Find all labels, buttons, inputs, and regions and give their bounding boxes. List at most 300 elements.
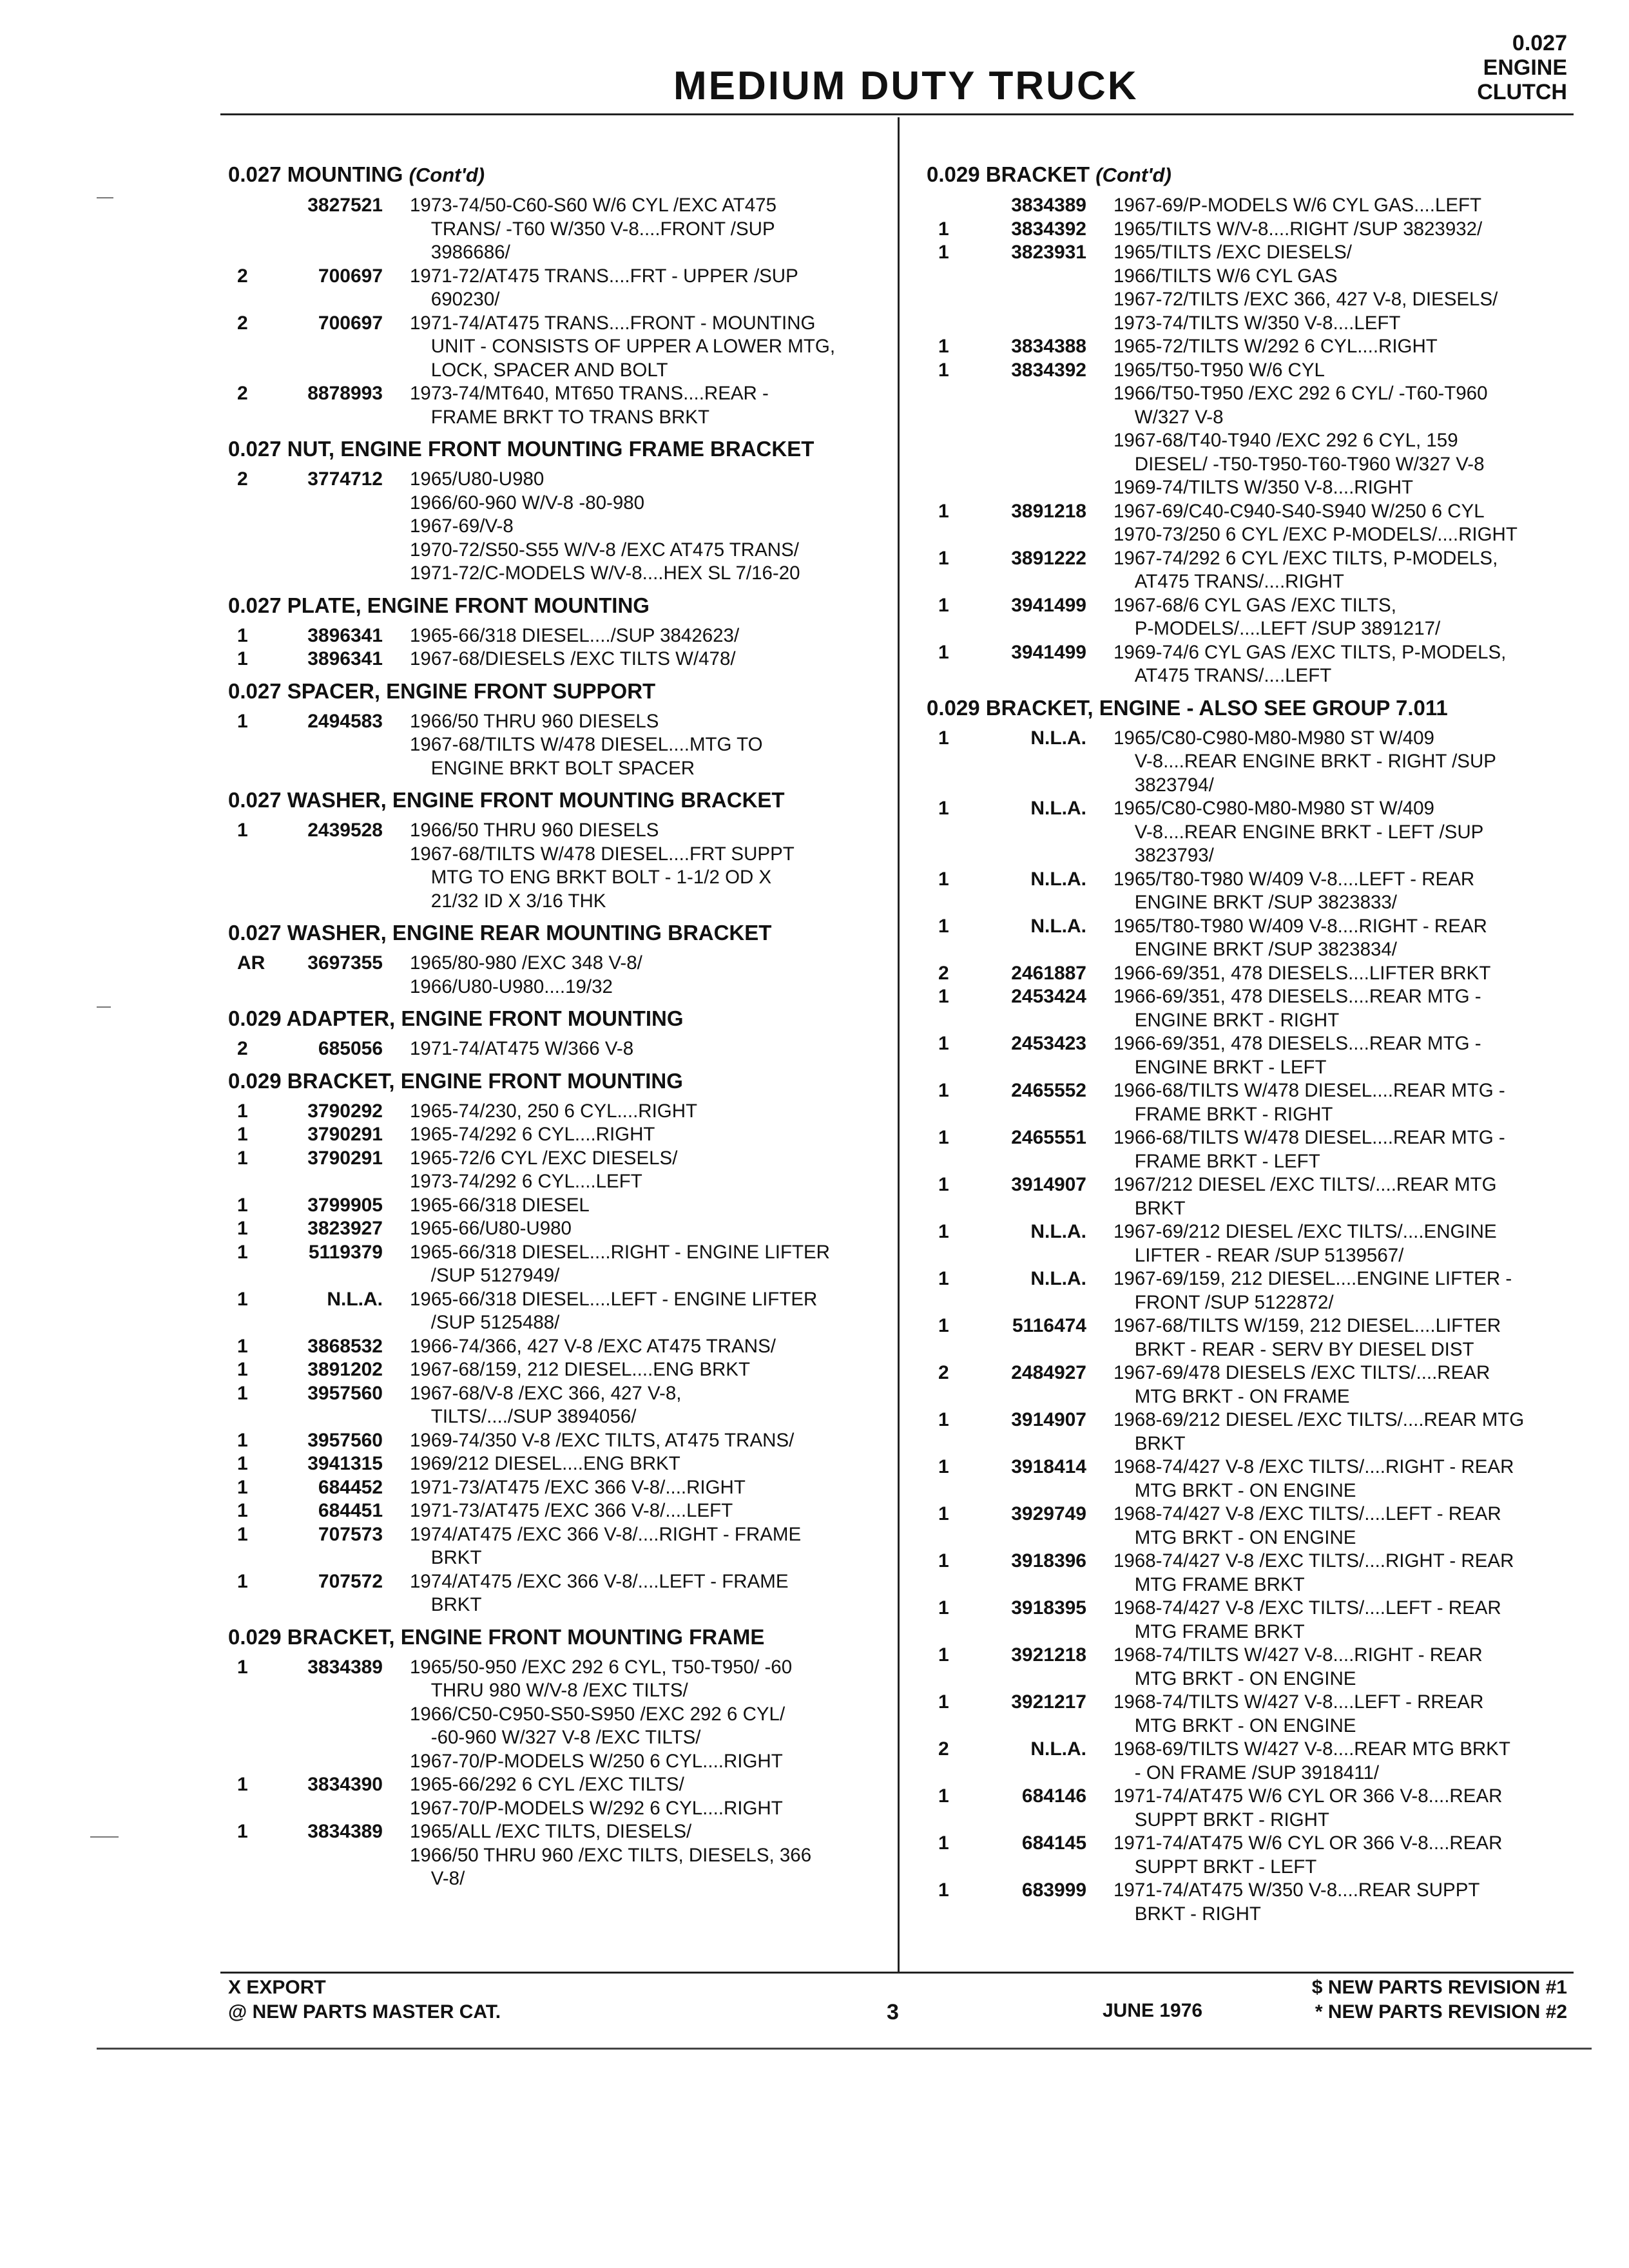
parts-section (927, 696, 1571, 1927)
part-number: 700697 (318, 265, 383, 287)
legend-export: X EXPORT (228, 1977, 326, 1998)
part-number: N.L.A. (1030, 1268, 1086, 1289)
section-heading-text: 0.029 BRACKET, ENGINE FRONT MOUNTING FRAME (228, 1624, 765, 1649)
part-entry (927, 241, 1571, 335)
part-quantity: 2 (237, 1038, 248, 1059)
section-heading-text: 0.027 SPACER, ENGINE FRONT SUPPORT (228, 678, 656, 703)
part-quantity: 1 (237, 1570, 248, 1592)
part-entry (228, 1570, 879, 1617)
part-quantity: 1 (938, 1503, 949, 1524)
part-quantity: 1 (938, 1268, 949, 1289)
part-description: 1965/U80-U980 1966/60-960 W/V-8 -80-980 1967-69/V-8 1970-72/S50-S55 W/V-8 /EXC AT475 TRANS/ 1971-72/C-MODELS W/V-8....HEX SL 7/16-20 (410, 468, 800, 584)
footer-legend (228, 1975, 501, 2024)
part-number: 3891222 (1011, 547, 1086, 569)
part-quantity: 1 (938, 1879, 949, 1901)
part-number: 685056 (318, 1038, 383, 1059)
part-entry (927, 500, 1571, 547)
part-number: 3697355 (307, 952, 383, 974)
part-number: N.L.A. (1030, 868, 1086, 890)
part-number: 3891218 (1011, 500, 1086, 522)
part-description: 1966-69/351, 478 DIESELS....REAR MTG - ENGINE BRKT - RIGHT (1113, 986, 1481, 1031)
part-description: 1966/50 THRU 960 DIESELS 1967-68/TILTS W/478 DIESEL....FRT SUPPT MTG TO ENG BRKT BOLT - 1-1/2 OD X 21/32 ID X 3/16 THK (410, 820, 795, 912)
part-quantity: 1 (938, 1597, 949, 1619)
part-description: 1967-69/159, 212 DIESEL....ENGINE LIFTER - FRONT /SUP 5122872/ (1113, 1268, 1512, 1313)
part-quantity: 1 (938, 242, 949, 263)
part-entry (228, 1523, 879, 1570)
part-number: 2465551 (1011, 1127, 1086, 1148)
part-number: 684146 (1021, 1785, 1086, 1807)
section-heading-text: 0.027 WASHER, ENGINE FRONT MOUNTING BRACKET (228, 788, 785, 812)
part-description: 1966-74/366, 427 V-8 /EXC AT475 TRANS/ (410, 1335, 776, 1357)
part-number: 3834388 (1011, 336, 1086, 357)
section-heading-text: 0.027 PLATE, ENGINE FRONT MOUNTING (228, 593, 650, 617)
part-number: 3834392 (1011, 359, 1086, 381)
part-number: 3823931 (1011, 242, 1086, 263)
part-description: 1967-68/TILTS W/159, 212 DIESEL....LIFTER BRKT - REAR - SERV BY DIESEL DIST (1113, 1315, 1501, 1360)
part-quantity: 1 (938, 1174, 949, 1195)
part-description: 1965-72/TILTS W/292 6 CYL....RIGHT (1113, 336, 1438, 357)
part-number: 3914907 (1011, 1174, 1086, 1195)
part-quantity: 1 (237, 1147, 248, 1169)
part-entry (228, 1217, 879, 1241)
part-entry (228, 1476, 879, 1500)
part-description: 1967-69/478 DIESELS /EXC TILTS/....REAR MTG BRKT - ON FRAME (1113, 1362, 1490, 1407)
part-description: 1966-68/TILTS W/478 DIESEL....REAR MTG - FRAME BRKT - LEFT (1113, 1127, 1505, 1172)
section-heading (228, 1069, 879, 1093)
part-description: 1967-68/DIESELS /EXC TILTS W/478/ (410, 648, 736, 669)
part-description: 1965-66/318 DIESEL....RIGHT - ENGINE LIFTER /SUP 5127949/ (410, 1241, 830, 1286)
part-entry (927, 1879, 1571, 1926)
part-entry (927, 1126, 1571, 1173)
part-entry (228, 648, 879, 671)
part-quantity: 1 (237, 1821, 248, 1842)
part-description: 1973-74/50-C60-S60 W/6 CYL /EXC AT475 TRANS/ -T60 W/350 V-8....FRONT /SUP 3986686/ (410, 195, 776, 263)
part-number: 3896341 (307, 624, 383, 646)
part-description: 1965-72/6 CYL /EXC DIESELS/ 1973-74/292 6 CYL....LEFT (410, 1147, 678, 1192)
revision-2: * NEW PARTS REVISION #2 (1315, 2001, 1567, 2023)
part-entry (228, 1147, 879, 1194)
part-entry (927, 1738, 1571, 1785)
part-entry (927, 1361, 1571, 1408)
parts-section (228, 1625, 879, 1891)
section-heading-text: 0.029 BRACKET, ENGINE FRONT MOUNTING (228, 1068, 683, 1093)
part-description: 1971-73/AT475 /EXC 366 V-8/....RIGHT (410, 1476, 746, 1498)
part-entry (228, 1358, 879, 1382)
part-quantity: 1 (938, 1127, 949, 1148)
part-quantity: 1 (938, 1644, 949, 1666)
part-description: 1968-74/TILTS W/427 V-8....LEFT - RREAR MTG BRKT - ON ENGINE (1113, 1691, 1484, 1736)
legend-master-catalog: @ NEW PARTS MASTER CAT. (228, 2001, 501, 2023)
part-quantity: 1 (938, 868, 949, 890)
parts-section (228, 921, 879, 999)
part-number: 3834390 (307, 1774, 383, 1795)
part-number: N.L.A. (1030, 1221, 1086, 1242)
part-quantity: 1 (237, 1476, 248, 1498)
part-quantity: 2 (938, 1362, 949, 1383)
part-description: 1965-74/292 6 CYL....RIGHT (410, 1124, 655, 1145)
part-entry (927, 797, 1571, 868)
part-quantity: 1 (938, 594, 949, 616)
part-entry (927, 1691, 1571, 1738)
part-number: 684452 (318, 1476, 383, 1498)
part-entry (228, 1382, 879, 1429)
part-description: 1968-69/TILTS W/427 V-8....REAR MTG BRKT - ON FRAME /SUP 3918411/ (1113, 1738, 1510, 1783)
part-number: 3957560 (307, 1429, 383, 1451)
part-entry (228, 1499, 879, 1523)
part-entry (228, 624, 879, 648)
part-description: 1968-74/427 V-8 /EXC TILTS/....RIGHT - REAR MTG FRAME BRKT (1113, 1550, 1514, 1595)
part-entry (228, 819, 879, 913)
section-heading (228, 437, 879, 461)
part-description: 1969/212 DIESEL....ENG BRKT (410, 1453, 680, 1474)
part-quantity: 1 (938, 641, 949, 663)
part-description: 1967/212 DIESEL /EXC TILTS/....REAR MTG BRKT (1113, 1174, 1497, 1219)
part-quantity: 1 (237, 1500, 248, 1521)
part-entry (927, 1032, 1571, 1079)
part-description: 1971-74/AT475 W/366 V-8 (410, 1038, 634, 1059)
part-number: N.L.A. (1030, 798, 1086, 819)
part-description: 1965/TILTS /EXC DIESELS/ 1966/TILTS W/6 CYL GAS 1967-72/TILTS /EXC 366, 427 V-8, DIESELS/ 1973-74/TILTS W/350 V-8....LEFT (1113, 242, 1498, 334)
part-entry (927, 594, 1571, 641)
part-entry (228, 382, 879, 429)
part-quantity: 2 (938, 1738, 949, 1760)
part-quantity: 1 (237, 820, 248, 841)
part-entry (927, 194, 1571, 218)
part-number: 707572 (318, 1570, 383, 1592)
part-number: 3827521 (307, 195, 383, 216)
header-rule (220, 113, 1574, 115)
part-entry (927, 359, 1571, 500)
part-quantity: 1 (938, 218, 949, 240)
part-quantity: 2 (938, 962, 949, 984)
part-number: 707573 (318, 1523, 383, 1545)
section-heading-text: 0.027 NUT, ENGINE FRONT MOUNTING FRAME BRACKET (228, 437, 815, 461)
part-entry (228, 1820, 879, 1891)
part-quantity: 1 (938, 1315, 949, 1336)
part-entry (927, 962, 1571, 986)
part-description: 1968-74/427 V-8 /EXC TILTS/....RIGHT - REAR MTG BRKT - ON ENGINE (1113, 1456, 1514, 1501)
part-quantity: 1 (237, 1124, 248, 1145)
part-entry (927, 1408, 1571, 1456)
part-number: 3823927 (307, 1218, 383, 1239)
part-number: 3790291 (307, 1124, 383, 1145)
part-number: 2461887 (1011, 962, 1086, 984)
part-quantity: 1 (237, 1429, 248, 1451)
part-number: 3790291 (307, 1147, 383, 1169)
part-description: 1966-69/351, 478 DIESELS....REAR MTG - ENGINE BRKT - LEFT (1113, 1033, 1481, 1078)
part-quantity: 1 (237, 1100, 248, 1122)
part-description: 1971-72/AT475 TRANS....FRT - UPPER /SUP 690230/ (410, 265, 798, 310)
part-entry (228, 1656, 879, 1774)
part-description: 1974/AT475 /EXC 366 V-8/....LEFT - FRAME BRKT (410, 1570, 789, 1615)
part-quantity: 1 (938, 1409, 949, 1430)
section-heading (228, 162, 879, 187)
part-description: 1968-69/212 DIESEL /EXC TILTS/....REAR MTG BRKT (1113, 1409, 1525, 1454)
part-quantity: 1 (237, 1453, 248, 1474)
part-description: 1968-74/TILTS W/427 V-8....RIGHT - REAR MTG BRKT - ON ENGINE (1113, 1644, 1483, 1689)
part-description: 1965/T80-T980 W/409 V-8....RIGHT - REAR ENGINE BRKT /SUP 3823834/ (1113, 915, 1487, 960)
part-quantity: 1 (237, 624, 248, 646)
part-description: 1966/50 THRU 960 DIESELS 1967-68/TILTS W/478 DIESEL....MTG TO ENGINE BRKT BOLT SPACER (410, 710, 763, 779)
part-entry (927, 335, 1571, 359)
part-quantity: 1 (237, 1382, 248, 1404)
part-description: 1967-69/212 DIESEL /EXC TILTS/....ENGINE LIFTER - REAR /SUP 5139567/ (1113, 1221, 1497, 1266)
part-description: 1973-74/MT640, MT650 TRANS....REAR - FRAME BRKT TO TRANS BRKT (410, 383, 769, 428)
part-number: N.L.A. (1030, 1738, 1086, 1760)
section-heading-text: 0.029 BRACKET, ENGINE - ALSO SEE GROUP 7.011 (927, 695, 1448, 720)
part-quantity: 2 (237, 383, 248, 404)
section-heading (228, 679, 879, 704)
part-description: 1965/C80-C980-M80-M980 ST W/409 V-8....REAR ENGINE BRKT - RIGHT /SUP 3823794/ (1113, 727, 1496, 796)
part-description: 1968-74/427 V-8 /EXC TILTS/....LEFT - REAR MTG FRAME BRKT (1113, 1597, 1501, 1642)
part-entry (927, 1314, 1571, 1361)
part-entry (927, 547, 1571, 594)
part-entry (228, 1194, 879, 1218)
part-number: N.L.A. (327, 1288, 383, 1310)
part-number: 3929749 (1011, 1503, 1086, 1524)
part-number: 2453424 (1011, 986, 1086, 1007)
part-number: 3790292 (307, 1100, 383, 1122)
part-description: 1969-74/6 CYL GAS /EXC TILTS, P-MODELS, AT475 TRANS/....LEFT (1113, 641, 1507, 686)
part-description: 1969-74/350 V-8 /EXC TILTS, AT475 TRANS/ (410, 1429, 795, 1451)
part-quantity: 1 (938, 986, 949, 1007)
part-quantity: 1 (237, 1241, 248, 1263)
part-description: 1965/TILTS W/V-8....RIGHT /SUP 3823932/ (1113, 218, 1483, 240)
part-description: 1967-69/P-MODELS W/6 CYL GAS....LEFT (1113, 195, 1482, 216)
part-number: 3834389 (307, 1656, 383, 1678)
section-heading (228, 1625, 879, 1649)
part-description: 1967-68/V-8 /EXC 366, 427 V-8, TILTS/..../SUP 3894056/ (410, 1382, 682, 1427)
part-entry (927, 1597, 1571, 1644)
part-description: 1965/ALL /EXC TILTS, DIESELS/ 1966/50 THRU 960 /EXC TILTS, DIESELS, 366 V-8/ (410, 1821, 812, 1889)
part-quantity: 1 (938, 1832, 949, 1854)
part-quantity: 1 (938, 1221, 949, 1242)
part-entry (228, 1037, 879, 1061)
page-number: 3 (887, 2000, 899, 2024)
part-entry (927, 1456, 1571, 1503)
part-entry (927, 1550, 1571, 1597)
part-number: 684145 (1021, 1832, 1086, 1854)
part-number: 5119379 (308, 1241, 383, 1263)
section-category: ENGINE (1483, 55, 1567, 80)
part-quantity: 1 (938, 336, 949, 357)
section-heading-text: 0.029 BRACKET (927, 162, 1090, 186)
part-entry (228, 265, 879, 312)
part-entry (228, 710, 879, 781)
part-description: 1971-74/AT475 W/350 V-8....REAR SUPPT BRKT - RIGHT (1113, 1879, 1480, 1925)
part-description: 1965/50-950 /EXC 292 6 CYL, T50-T950/ -60 THRU 980 W/V-8 /EXC TILTS/ 1966/C50-C950-S50-S950 /EXC 292 6 CYL/ -60-960 W/327 V-8 /EXC TILTS/ 1967-70/P-MODELS W/250 6 CYL....RIGHT (410, 1656, 793, 1772)
part-quantity: AR (237, 952, 265, 974)
right-column (927, 155, 1571, 1926)
part-description: 1967-74/292 6 CYL /EXC TILTS, P-MODELS, AT475 TRANS/....RIGHT (1113, 547, 1498, 592)
part-entry (927, 641, 1571, 688)
part-description: 1965/T50-T950 W/6 CYL 1966/T50-T950 /EXC 292 6 CYL/ -T60-T960 W/327 V-8 1967-68/T40-T940 /EXC 292 6 CYL, 159 DIESEL/ -T50-T950-T60-T960 W/327 V-8 1969-74/TILTS W/350 V-8....RIGHT (1113, 359, 1488, 498)
part-number: 3957560 (307, 1382, 383, 1404)
left-column (228, 155, 879, 1891)
margin-mark (97, 197, 113, 198)
part-entry (927, 915, 1571, 962)
part-quantity: 1 (938, 547, 949, 569)
section-heading-note: (Cont'd) (1095, 164, 1171, 186)
part-number: 3896341 (307, 648, 383, 669)
part-number: 3918396 (1011, 1550, 1086, 1571)
part-entry (228, 194, 879, 265)
part-description: 1967-68/6 CYL GAS /EXC TILTS, P-MODELS/....LEFT /SUP 3891217/ (1113, 594, 1441, 639)
footer-rule (220, 1972, 1574, 1974)
part-number: 2439528 (307, 820, 383, 841)
parts-section (228, 593, 879, 671)
part-quantity: 2 (237, 468, 248, 490)
parts-section (228, 679, 879, 781)
part-quantity: 1 (938, 359, 949, 381)
part-number: 3918414 (1011, 1456, 1086, 1477)
part-number: 5116474 (1012, 1315, 1086, 1336)
part-entry (927, 1503, 1571, 1550)
part-quantity: 1 (237, 710, 248, 732)
part-entry (927, 1832, 1571, 1879)
part-description: 1966-68/TILTS W/478 DIESEL....REAR MTG - FRAME BRKT - RIGHT (1113, 1080, 1505, 1125)
section-code-block (1477, 31, 1567, 104)
part-entry (927, 985, 1571, 1032)
part-quantity: 1 (237, 1656, 248, 1678)
section-heading-text: 0.027 MOUNTING (228, 162, 403, 186)
page-title: MEDIUM DUTY TRUCK (673, 64, 1139, 108)
part-entry (927, 1644, 1571, 1691)
part-number: 3941499 (1011, 641, 1086, 663)
part-number: 684451 (318, 1500, 383, 1521)
section-heading (927, 162, 1571, 187)
part-number: 3918395 (1011, 1597, 1086, 1619)
part-description: 1966-69/351, 478 DIESELS....LIFTER BRKT (1113, 962, 1491, 984)
parts-section (228, 162, 879, 429)
part-description: 1965-66/318 DIESEL....LEFT - ENGINE LIFTER /SUP 5125488/ (410, 1288, 818, 1333)
margin-mark (97, 1006, 111, 1008)
part-number: 2494583 (307, 710, 383, 732)
part-description: 1968-74/427 V-8 /EXC TILTS/....LEFT - REAR MTG BRKT - ON ENGINE (1113, 1503, 1501, 1548)
part-number: 3834392 (1011, 218, 1086, 240)
part-number: 683999 (1021, 1879, 1086, 1901)
part-entry (927, 1785, 1571, 1832)
part-quantity: 1 (938, 915, 949, 937)
part-quantity: 1 (938, 1691, 949, 1713)
section-heading-note: (Cont'd) (409, 164, 485, 186)
part-description: 1965-66/318 DIESEL (410, 1194, 590, 1216)
part-quantity: 1 (938, 1080, 949, 1101)
section-heading (927, 696, 1571, 720)
part-number: 3774712 (307, 468, 383, 490)
part-quantity: 1 (237, 1218, 248, 1239)
part-entry (927, 1220, 1571, 1267)
part-number: 3921217 (1011, 1691, 1086, 1713)
part-quantity: 1 (237, 1335, 248, 1357)
part-quantity: 1 (938, 798, 949, 819)
part-number: N.L.A. (1030, 727, 1086, 749)
part-quantity: 1 (938, 500, 949, 522)
section-heading (228, 788, 879, 812)
column-divider (898, 117, 900, 1973)
part-quantity: 1 (938, 1033, 949, 1054)
part-number: 3941499 (1011, 594, 1086, 616)
part-description: 1971-74/AT475 W/6 CYL OR 366 V-8....REAR SUPPT BRKT - RIGHT (1113, 1785, 1503, 1831)
part-number: 3868532 (307, 1335, 383, 1357)
part-description: 1965-66/U80-U980 (410, 1218, 572, 1239)
section-heading-text: 0.027 WASHER, ENGINE REAR MOUNTING BRACKET (228, 921, 772, 945)
parts-section (228, 437, 879, 586)
section-heading (228, 921, 879, 945)
part-number: N.L.A. (1030, 915, 1086, 937)
part-quantity: 1 (237, 1194, 248, 1216)
part-quantity: 1 (237, 1359, 248, 1380)
part-entry (228, 468, 879, 586)
part-description: 1971-73/AT475 /EXC 366 V-8/....LEFT (410, 1500, 733, 1521)
part-number: 3834389 (307, 1821, 383, 1842)
part-quantity: 1 (237, 1774, 248, 1795)
part-quantity: 1 (237, 1523, 248, 1545)
parts-section (927, 162, 1571, 688)
part-number: 3914907 (1011, 1409, 1086, 1430)
part-quantity: 1 (938, 727, 949, 749)
part-description: 1967-68/159, 212 DIESEL....ENG BRKT (410, 1359, 751, 1380)
part-entry (228, 312, 879, 383)
part-entry (927, 1079, 1571, 1126)
part-entry (228, 1335, 879, 1359)
part-entry (927, 1267, 1571, 1314)
part-entry (927, 1173, 1571, 1220)
parts-section (228, 1006, 879, 1061)
footer-revisions (1312, 1975, 1567, 2024)
part-entry (228, 1288, 879, 1335)
part-number: 2465552 (1011, 1080, 1086, 1101)
part-description: 1965-74/230, 250 6 CYL....RIGHT (410, 1100, 698, 1122)
section-heading (228, 1006, 879, 1031)
margin-mark (90, 1836, 119, 1838)
revision-1: $ NEW PARTS REVISION #1 (1311, 1977, 1567, 1998)
part-quantity: 2 (237, 265, 248, 287)
part-entry (927, 218, 1571, 242)
part-number: 3799905 (307, 1194, 383, 1216)
part-quantity: 1 (938, 1785, 949, 1807)
part-description: 1965/80-980 /EXC 348 V-8/ 1966/U80-U980....19/32 (410, 952, 642, 997)
part-quantity: 1 (237, 1288, 248, 1310)
part-description: 1965/C80-C980-M80-M980 ST W/409 V-8....REAR ENGINE BRKT - LEFT /SUP 3823793/ (1113, 798, 1484, 866)
part-description: 1965-66/292 6 CYL /EXC TILTS/ 1967-70/P-MODELS W/292 6 CYL....RIGHT (410, 1774, 783, 1819)
part-description: 1965-66/318 DIESEL..../SUP 3842623/ (410, 624, 740, 646)
part-number: 2484927 (1011, 1362, 1086, 1383)
part-description: 1971-74/AT475 TRANS....FRONT - MOUNTING UNIT - CONSISTS OF UPPER A LOWER MTG, LOCK, SPACER AND BOLT (410, 312, 836, 381)
part-number: 2453423 (1011, 1033, 1086, 1054)
section-heading-text: 0.029 ADAPTER, ENGINE FRONT MOUNTING (228, 1006, 684, 1030)
page-header (0, 0, 1629, 129)
part-number: 3921218 (1011, 1644, 1086, 1666)
footer-date: JUNE 1976 (1103, 2000, 1203, 2021)
part-description: 1965/T80-T980 W/409 V-8....LEFT - REAR ENGINE BRKT /SUP 3823833/ (1113, 868, 1475, 913)
part-number: 8878993 (307, 383, 383, 404)
part-entry (228, 1241, 879, 1288)
part-quantity: 2 (237, 312, 248, 334)
parts-section (228, 788, 879, 913)
bottom-rule (97, 2048, 1592, 2050)
part-entry (228, 1773, 879, 1820)
part-description: 1971-74/AT475 W/6 CYL OR 366 V-8....REAR SUPPT BRKT - LEFT (1113, 1832, 1503, 1878)
part-entry (228, 1452, 879, 1476)
part-quantity: 1 (938, 1456, 949, 1477)
section-code: 0.027 (1512, 31, 1567, 55)
part-quantity: 1 (938, 1550, 949, 1571)
part-description: 1974/AT475 /EXC 366 V-8/....RIGHT - FRAME BRKT (410, 1523, 802, 1568)
parts-section (228, 1069, 879, 1617)
part-entry (228, 1100, 879, 1124)
part-entry (927, 727, 1571, 798)
